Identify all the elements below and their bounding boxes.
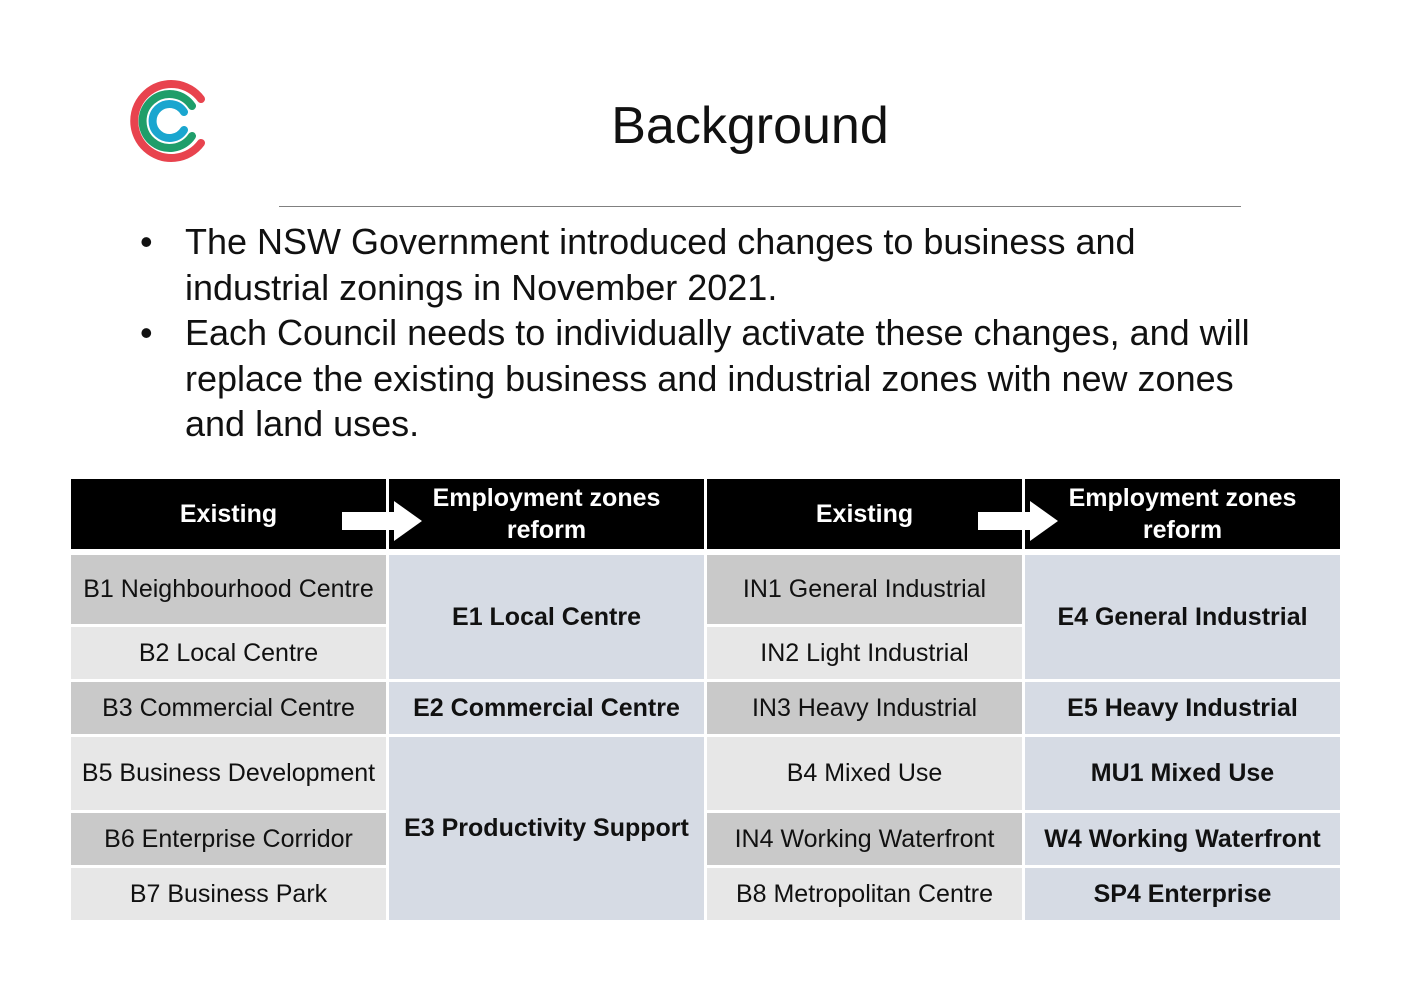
- table-row: [70, 866, 1342, 921]
- bullet-text: The NSW Government introduced changes to business and industrial zonings in November 2021.: [185, 221, 1136, 308]
- existing-zone-cell: B3 Commercial Centre: [70, 680, 388, 735]
- table-row: [70, 735, 1342, 811]
- existing-zone-cell: IN2 Light Industrial: [706, 625, 1024, 680]
- bullet-item: [140, 219, 1260, 310]
- table-header-row: [70, 478, 1342, 553]
- existing-zone-cell: B6 Enterprise Corridor: [70, 811, 388, 866]
- existing-zone-cell: B1 Neighbourhood Centre: [70, 552, 388, 625]
- reform-zone-cell: E2 Commercial Centre: [388, 680, 706, 735]
- slide-title: Background: [611, 97, 889, 155]
- bullet-marker: •: [140, 312, 153, 353]
- zones-table: [68, 476, 1343, 923]
- bullet-item: [140, 310, 1260, 447]
- reform-zone-cell: MU1 Mixed Use: [1024, 735, 1342, 811]
- header-existing-right: [706, 478, 1024, 553]
- reform-zone-cell: E3 Productivity Support: [388, 735, 706, 921]
- existing-zone-cell: B2 Local Centre: [70, 625, 388, 680]
- bullet-list: [140, 219, 1260, 447]
- table-row: [70, 680, 1342, 735]
- bullet-text: Each Council needs to individually activate these changes, and will replace the existing business and industrial zones with new zones and land uses.: [185, 312, 1250, 444]
- table-row: [70, 552, 1342, 625]
- existing-zone-cell: B7 Business Park: [70, 866, 388, 921]
- existing-zone-cell: IN1 General Industrial: [706, 552, 1024, 625]
- existing-zone-cell: IN3 Heavy Industrial: [706, 680, 1024, 735]
- right-arrow-icon: [978, 501, 1058, 541]
- reform-zone-cell: E1 Local Centre: [388, 552, 706, 680]
- right-arrow-icon: [342, 501, 422, 541]
- council-logo-icon: [126, 77, 210, 165]
- reform-zone-cell: E4 General Industrial: [1024, 552, 1342, 680]
- bullet-marker: •: [140, 221, 153, 262]
- reform-zone-cell: SP4 Enterprise: [1024, 866, 1342, 921]
- reform-zone-cell: W4 Working Waterfront: [1024, 811, 1342, 866]
- existing-zone-cell: B8 Metropolitan Centre: [706, 866, 1024, 921]
- title-divider: [279, 206, 1241, 207]
- existing-zone-cell: B5 Business Development: [70, 735, 388, 811]
- header-reform-left: Employment zones reform: [388, 478, 706, 553]
- header-reform-right: Employment zones reform: [1024, 478, 1342, 553]
- existing-zone-cell: IN4 Working Waterfront: [706, 811, 1024, 866]
- header-label: Existing: [179, 500, 278, 528]
- header-existing-left: [70, 478, 388, 553]
- existing-zone-cell: B4 Mixed Use: [706, 735, 1024, 811]
- table-row: [70, 811, 1342, 866]
- reform-zone-cell: E5 Heavy Industrial: [1024, 680, 1342, 735]
- header-label: Existing: [815, 500, 914, 528]
